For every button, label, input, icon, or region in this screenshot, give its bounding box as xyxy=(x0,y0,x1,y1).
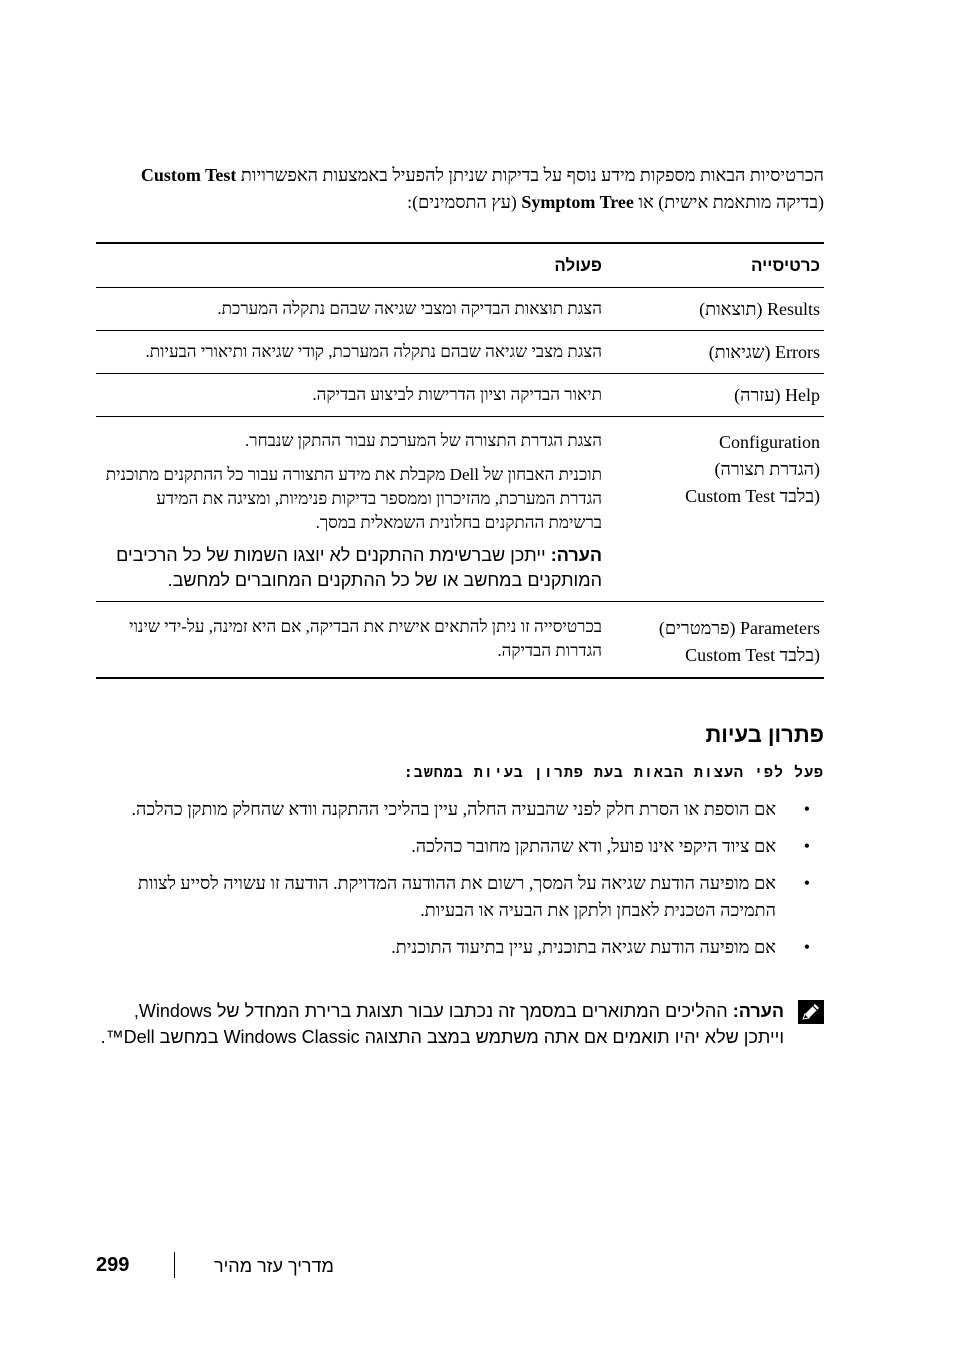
table-row xyxy=(96,287,824,330)
table-row xyxy=(96,416,824,601)
configuration-note-label: הערה: xyxy=(550,545,602,565)
row-desc-configuration xyxy=(96,429,606,593)
row-tab-help: Help (עזרה) xyxy=(734,384,820,405)
list-item xyxy=(96,934,824,961)
bullet-icon: • xyxy=(803,836,810,856)
intro-text-b: (בדיקה מותאמת אישית) או xyxy=(638,192,824,212)
configuration-note xyxy=(102,543,602,593)
row-desc-errors: הצגת מצבי שגיאה שבהם נתקלה המערכת, קודי שגיאה ותיאורי הבעיות. xyxy=(145,342,602,361)
configuration-note-text: ייתכן שברשימת ההתקנים לא יוצגו השמות של כל הרכיבים המותקנים במחשב או של כל ההתקנים המחוברים למחשב. xyxy=(116,545,602,590)
header-tab: כרטיסייה xyxy=(751,255,820,275)
row-desc-help: תיאור הבדיקה וציון הדרישות לביצוע הבדיקה. xyxy=(312,385,602,404)
troubleshooting-list xyxy=(96,796,824,971)
intro-text-c: (עץ התסמינים): xyxy=(407,192,517,212)
table-row xyxy=(96,601,824,677)
intro-paragraph xyxy=(96,162,824,216)
row-desc-parameters xyxy=(96,615,606,669)
configuration-desc-1: הצגת הגדרת התצורה של המערכת עבור ההתקן שנבחר. xyxy=(244,431,602,450)
header-function: פעולה xyxy=(554,255,602,275)
list-item xyxy=(96,796,824,823)
configuration-label-scope: (בלבד Custom Test xyxy=(685,486,820,506)
bullet-icon: • xyxy=(803,799,810,819)
list-item xyxy=(96,833,824,860)
row-tab-results: Results (תוצאות) xyxy=(699,298,820,319)
parameters-label-scope: (בלבד Custom Test xyxy=(685,645,820,665)
note-text: ההליכים המתוארים במסמך זה נכתבו עבור תצוגת ברירת המחדל של Windows, וייתכן שלא יהיו תואמים אם אתה משתמש במצב התצוגה Windows Classic במחשב Dell™. xyxy=(100,1001,784,1047)
row-tab-errors: Errors (שגיאות) xyxy=(708,341,820,362)
footer-title: מדריך עזר מהיר xyxy=(214,1256,334,1276)
row-desc-results: הצגת תוצאות הבדיקה ומצבי שגיאה שבהם נתקלה המערכת. xyxy=(217,299,602,318)
intro-text-a: הכרטיסיות הבאות מספקות מידע נוסף על בדיקות שניתן להפעיל באמצעות האפשרויות xyxy=(240,165,824,185)
list-item-text: אם ציוד היקפי אינו פועל, ודא שההתקן מחובר כהלכה. xyxy=(411,836,776,856)
parameters-desc: בכרטיסייה זו ניתן להתאים אישית את הבדיקה, אם היא זמינה, על-ידי שינוי הגדרות הבדיקה. xyxy=(129,617,602,660)
troubleshooting-subheading: פעל לפי העצות הבאות בעת פתרון בעיות במחשב: xyxy=(403,763,824,781)
configuration-label-en: Configuration xyxy=(719,432,820,452)
row-tab-configuration xyxy=(606,429,824,593)
note-text-block xyxy=(96,998,824,1050)
bullet-icon: • xyxy=(803,873,810,893)
tabs-table xyxy=(96,242,824,679)
footer-divider xyxy=(174,1252,175,1278)
table-row xyxy=(96,330,824,373)
note-label: הערה: xyxy=(732,1001,784,1021)
list-item-text: אם הוספת או הסרת חלק לפני שהבעיה החלה, עיין בהליכי ההתקנה וודא שהחלק מותקן כהלכה. xyxy=(131,799,776,819)
bullet-icon: • xyxy=(803,937,810,957)
page-number: 299 xyxy=(96,1254,130,1276)
troubleshooting-heading: פתרון בעיות xyxy=(705,722,824,747)
intro-symptom-tree: Symptom Tree xyxy=(521,192,634,212)
note-pencil-icon xyxy=(798,1000,824,1024)
list-item xyxy=(96,870,824,924)
configuration-label-he: (הגדרת תצורה) xyxy=(714,459,820,479)
intro-custom-test: Custom Test xyxy=(140,165,237,185)
table-header xyxy=(96,244,824,287)
note-box xyxy=(96,998,824,1050)
row-tab-parameters xyxy=(606,615,824,669)
table-row xyxy=(96,373,824,416)
list-item-text: אם מופיעה הודעת שגיאה על המסך, רשום את ההודעה המדויקת. הודעה זו עשויה לסייע לצוות התמיכה הטכנית לאבחן ולתקן את הבעיה או הבעיות. xyxy=(137,873,776,920)
list-item-text: אם מופיעה הודעת שגיאה בתוכנית, עיין בתיעוד התוכנית. xyxy=(391,937,776,957)
parameters-label: Parameters (פרמטרים) xyxy=(658,618,820,638)
configuration-desc-2: תוכנית האבחון של Dell מקבלת את מידע התצורה עבור כל ההתקנים מתוכנית הגדרת המערכת, מהזיכרון וממספר בדיקות פנימיות, ומציגה את המידע ברשימת ההתקנים בחלונית השמאלית במסך. xyxy=(105,465,602,532)
